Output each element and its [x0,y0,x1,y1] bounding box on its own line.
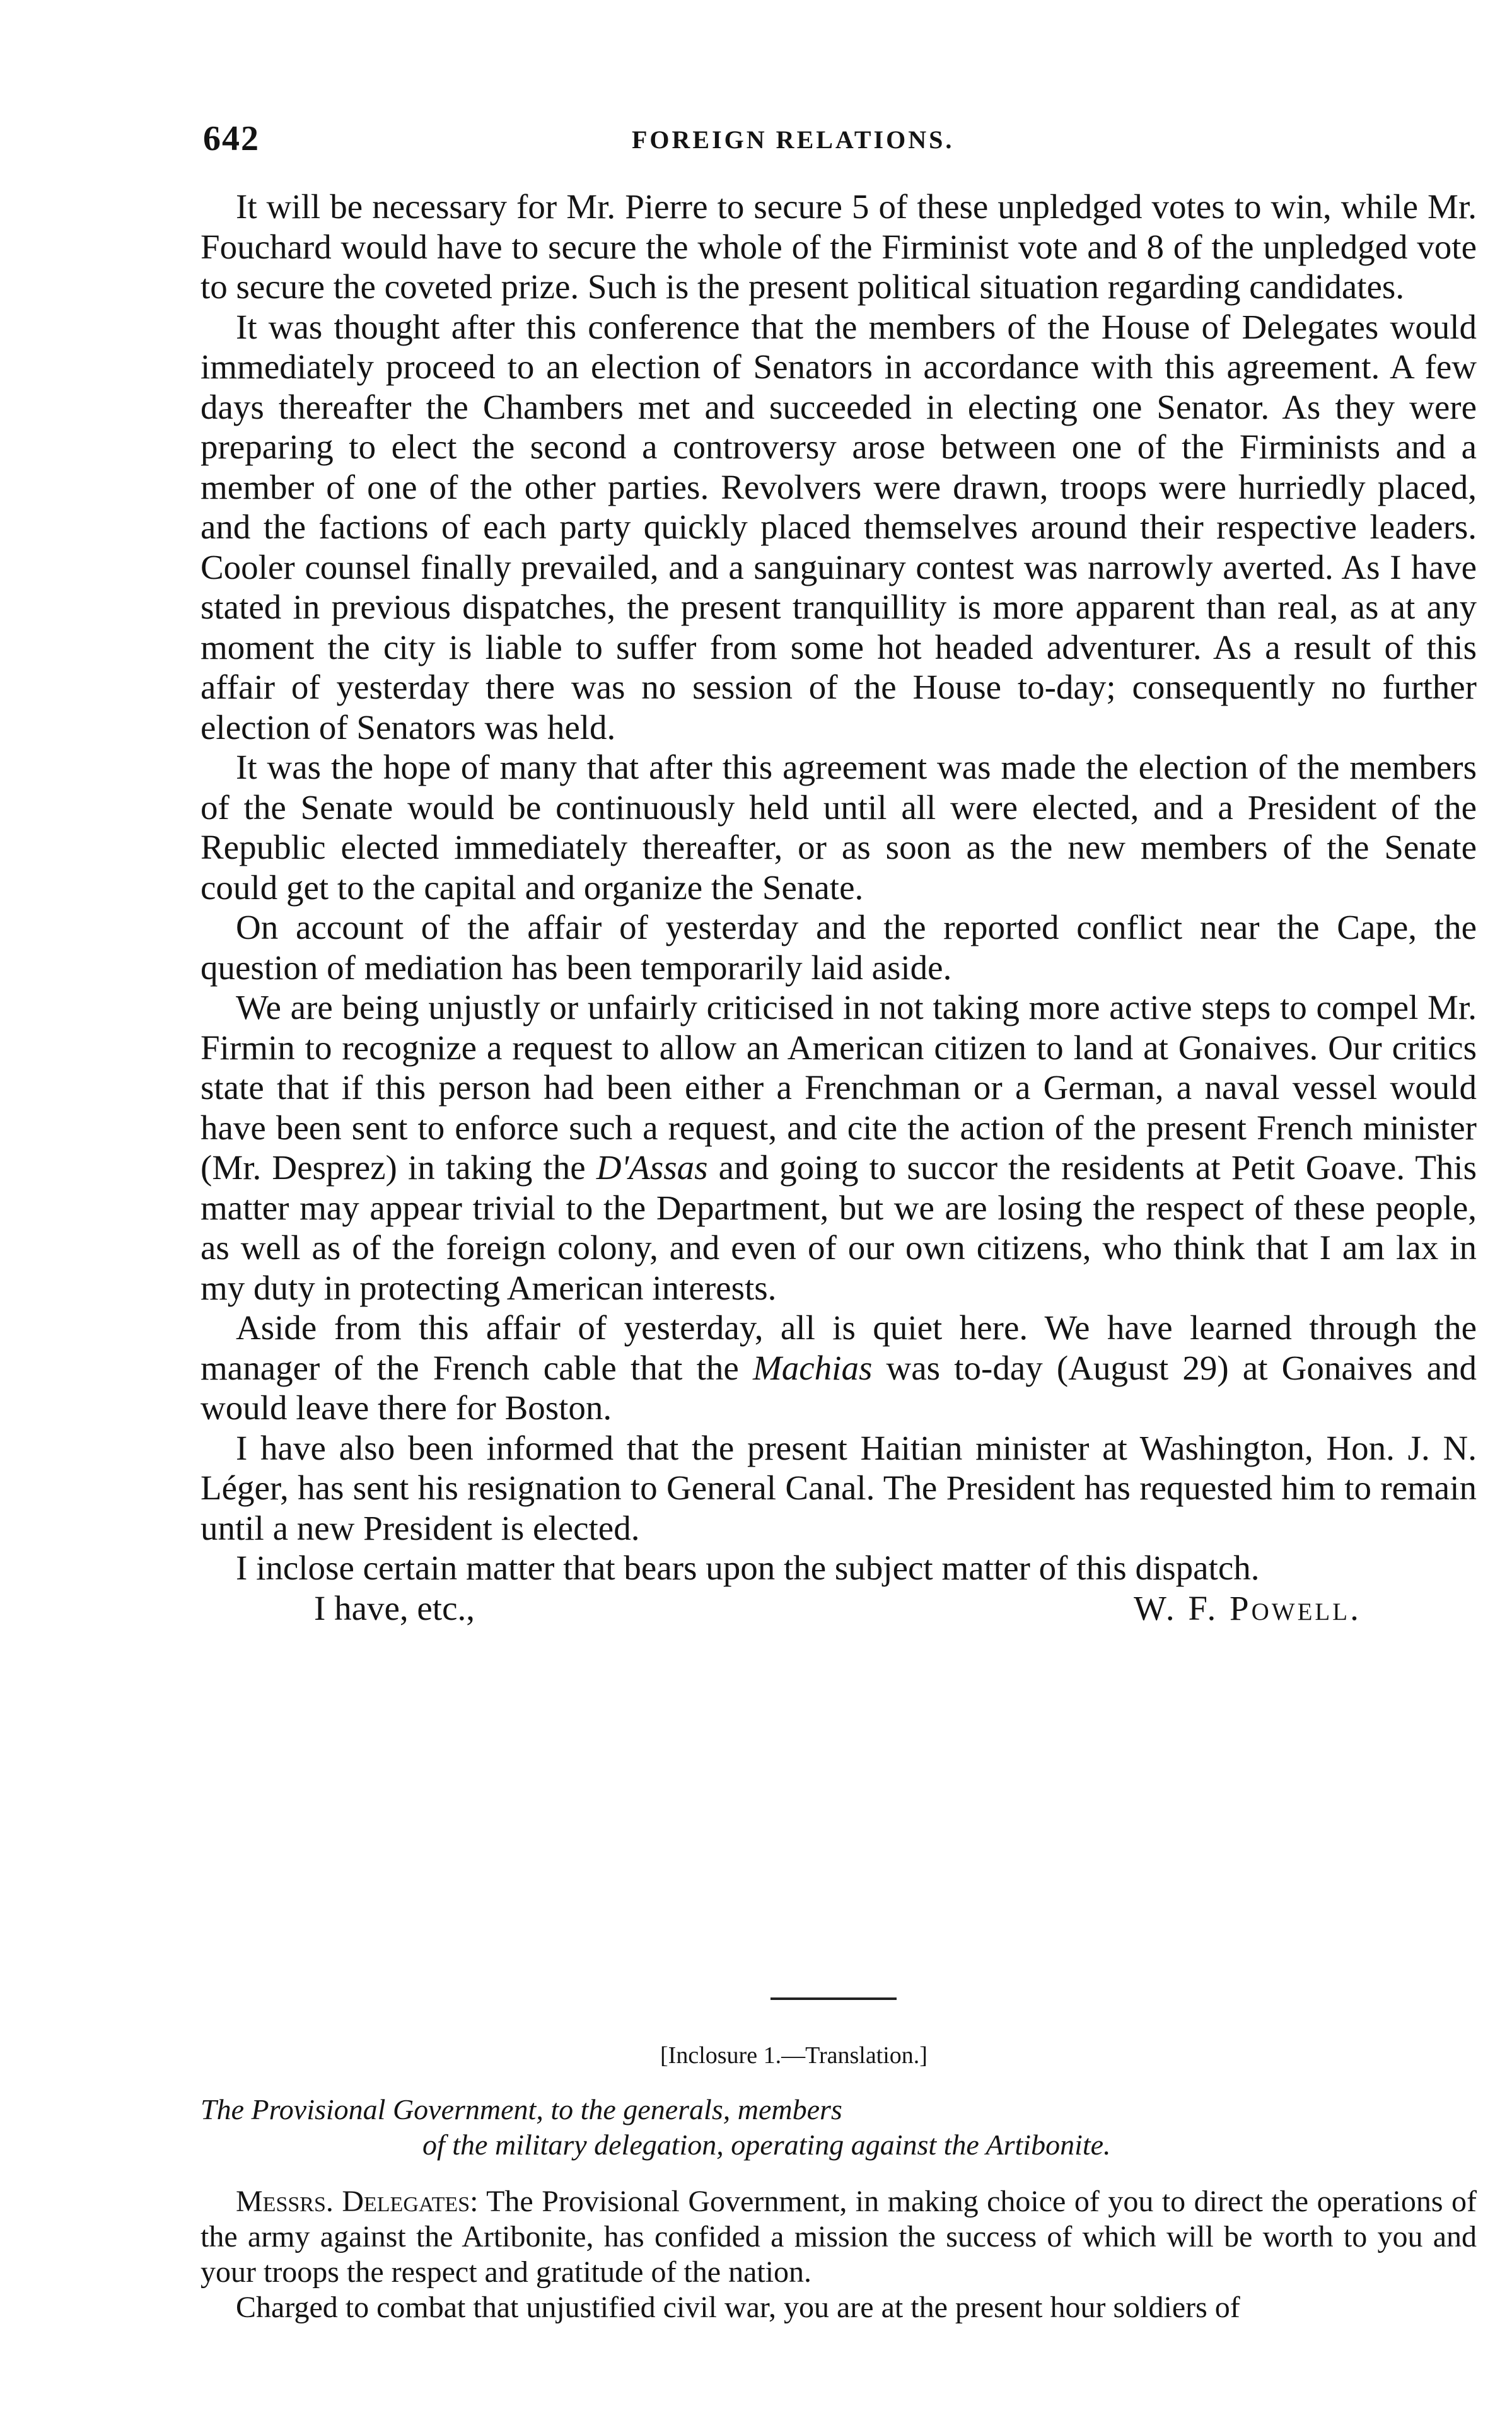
inclosure-address [201,2092,1477,2163]
paragraph-text: and going to succor the residents at Petit Goave. This matter may appear trivial to the Department, but we are losing the respect of these people, as well as of the foreign colony, and even of our own citizens, who think that I am lax in my duty in protecting American interests. [201,1148,1477,1307]
salutation: Messrs. Delegates: [236,2185,479,2218]
vessel-name: Machias [752,1348,873,1387]
signature: W. F. Powell. [1134,1588,1361,1627]
paragraph: On account of the affair of yesterday and the reported conflict near the Cape, the question of mediation has been temporarily laid aside. [201,908,1477,987]
paragraph [201,987,1477,1308]
paragraph: I have also been informed that the present Haitian minister at Washington, Hon. J. N. Léger, has sent his resignation to General Canal. The President has requested him to remain until a new President is elected. [201,1428,1477,1547]
address-line: The Provisional Government, to the generals, members [201,2093,842,2125]
address-line: of the military delegation, operating against the Artibonite. [422,2129,1111,2161]
inclosure-heading: [Inclosure 1.—Translation.] [660,2042,928,2069]
dispatch-body [201,187,1477,1628]
section-divider [771,1997,897,2000]
paragraph-text: We are being unjustly or unfairly criticised in not taking more active steps to compel Mr. Firmin to recognize a request to allow an American citizen to land at Gonaives. Our critics state that if this person had been either a Frenchman or a German, a naval vessel would have been sent to enforce such a request, and cite the action of the present French minister (Mr. Desprez) in taking the [201,988,1477,1187]
paragraph: I inclose certain matter that bears upon the subject matter of this dispatch. [236,1549,1260,1587]
paragraph: Charged to combat that unjustified civil war, you are at the present hour soldiers of [236,2291,1240,2324]
paragraph: It was thought after this conference that the members of the House of Delegates would immediately proceed to an election of Senators in accordance with this agreement. A few days thereafter the Chambers met and succeeded in electing one Senator. As they were preparing to elect the second a controversy arose between one of the Firminists and a member of one of the other parties. Revolvers were drawn, troops were hurriedly placed, and the factions of each party quickly placed themselves around their respective leaders. Cooler counsel finally prevailed, and a sanguinary contest was narrowly averted. As I have stated in previous dispatches, the present tranquillity is more apparent than real, as at any moment the city is liable to suffer from some hot headed adventurer. As a result of this affair of yesterday there was no session of the House to-day; consequently no further election of Senators was held. [201,307,1477,747]
paragraph: It will be necessary for Mr. Pierre to secure 5 of these unpledged votes to win, while Mr. Fouchard would have to secure the whole of the Firminist vote and 8 of the unpledged vote to secure the coveted prize. Such is the present political situation regarding candidates. [201,187,1477,306]
closing-formula: I have, etc., [314,1588,475,1627]
paragraph [201,2184,1477,2290]
inclosure-body [201,2184,1477,2325]
paragraph-text: was to-day (August 29) at Gonaives and would leave there for Boston. [201,1348,1477,1427]
vessel-name: D'Assas [596,1148,708,1187]
page-number: 642 [203,119,260,158]
paragraph: It was the hope of many that after this agreement was made the election of the members of the Senate would be continuously held until all were elected, and a President of the Republic elected immediately thereafter, or as soon as the new members of the Senate could get to the capital and organize the Senate. [201,748,1477,907]
page-header [203,119,1477,156]
closing-line [201,1588,1477,1629]
paragraph-text: The Provisional Government, in making choice of you to direct the operations of the army against the Artibonite, has confided a mission the success of which will be worth to you and your troops the respect and gratitude of the nation. [201,2185,1477,2289]
paragraph-text: Aside from this affair of yesterday, all is quiet here. We have learned through the manager of the French cable that the [201,1308,1477,1387]
running-head: FOREIGN RELATIONS. [632,125,955,154]
paragraph [201,1308,1477,1428]
